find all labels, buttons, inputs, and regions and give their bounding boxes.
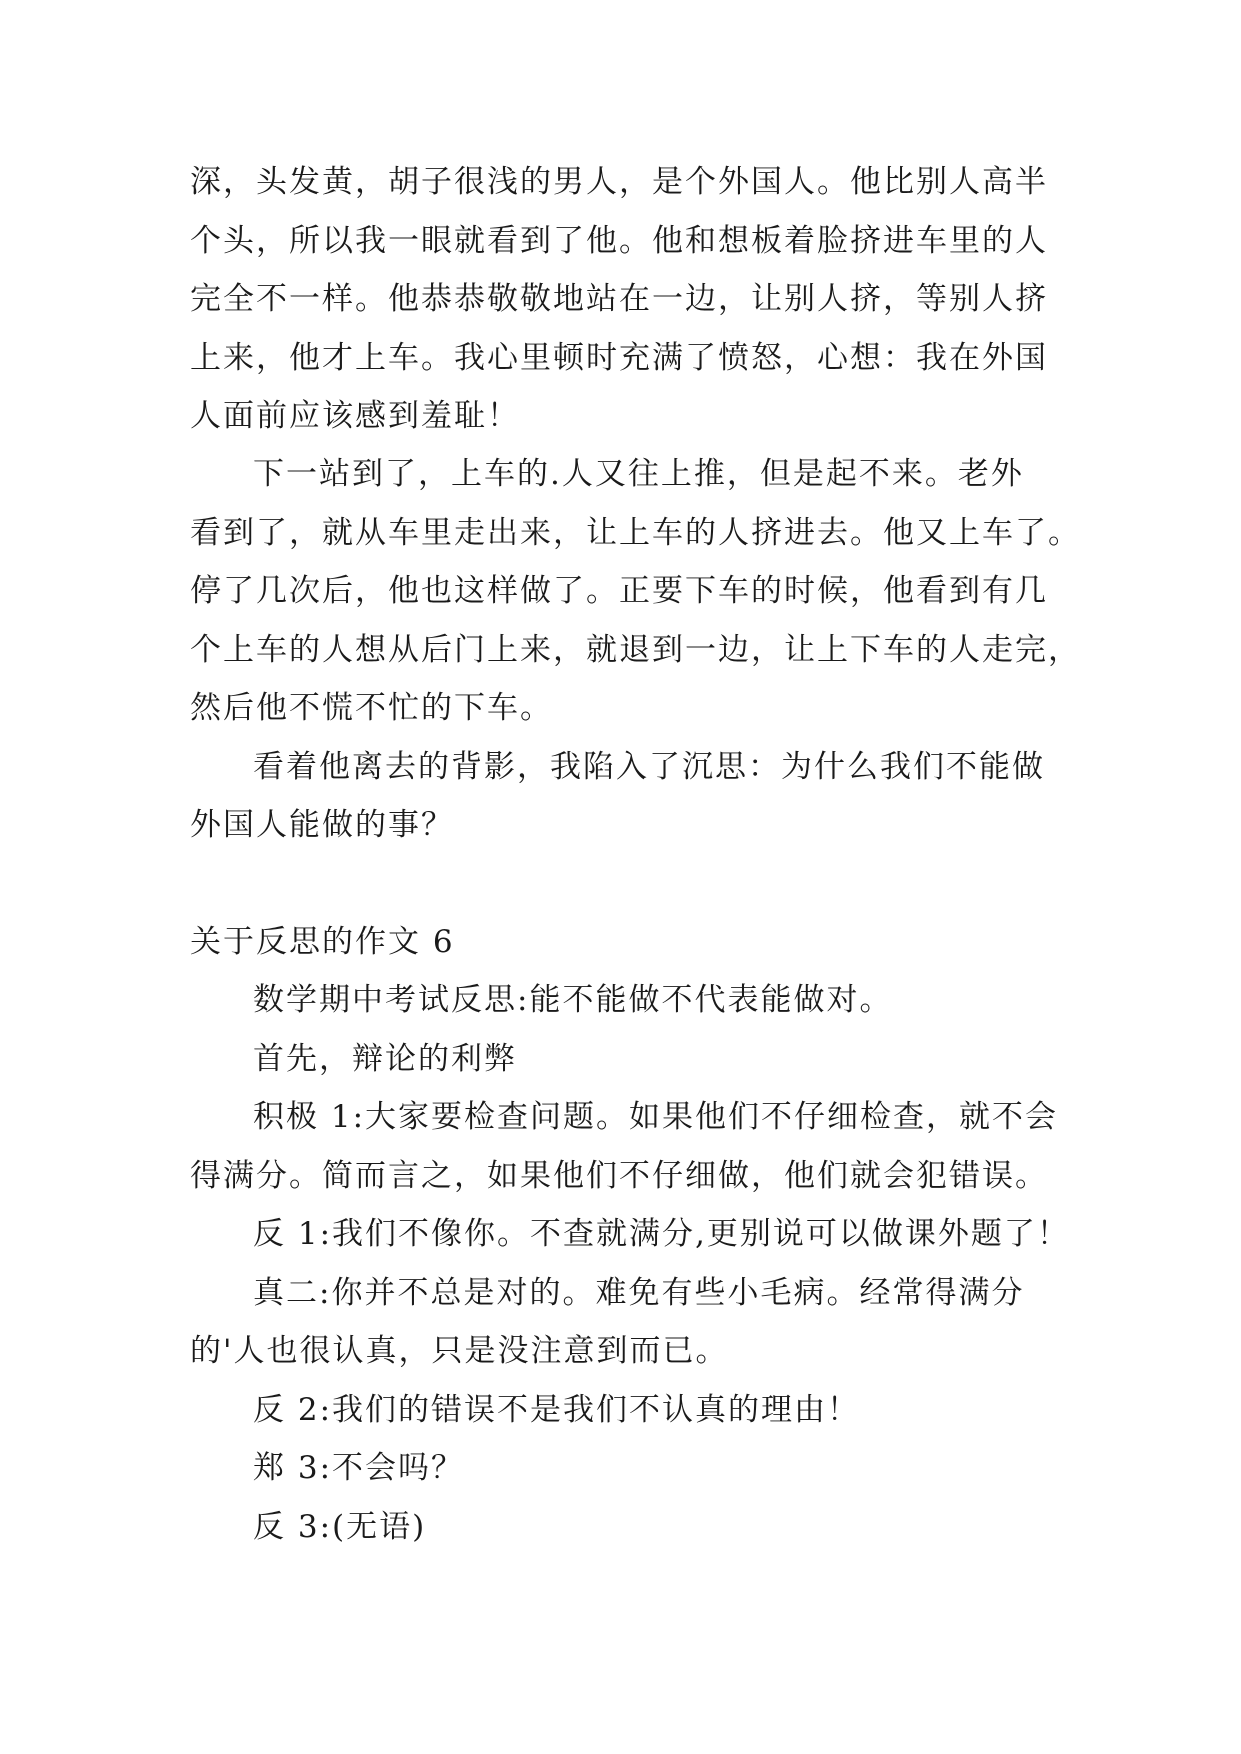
text-line: 下一站到了，上车的.人又往上推，但是起不来。老外 xyxy=(253,456,1024,492)
text-line: 人面前应该感到羞耻！ xyxy=(190,398,520,434)
text-line: 反 3:(无语) xyxy=(253,1509,427,1545)
text-line: 完全不一样。他恭恭敬敬地站在一边，让别人挤，等别人挤 xyxy=(190,281,1048,317)
text-line: 积极 1:大家要检查问题。如果他们不仔细检查，就不会 xyxy=(253,1099,1059,1135)
text-line: 看着他离去的背影，我陷入了沉思：为什么我们不能做 xyxy=(253,749,1045,785)
text-line: 深，头发黄，胡子很浅的男人，是个外国人。他比别人高半 xyxy=(190,164,1048,200)
text-line: 上来，他才上车。我心里顿时充满了愤怒，心想：我在外国 xyxy=(190,340,1048,376)
text-line: 郑 3:不会吗？ xyxy=(253,1450,465,1486)
text-line: 停了几次后，他也这样做了。正要下车的时候，他看到有几 xyxy=(190,573,1048,609)
text-line: 个头，所以我一眼就看到了他。他和想板着脸挤进车里的人 xyxy=(190,223,1048,259)
section-title: 关于反思的作文 6 xyxy=(190,924,455,960)
text-line: 得满分。简而言之，如果他们不仔细做，他们就会犯错误。 xyxy=(190,1158,1048,1194)
essay-intro: 数学期中考试反思:能不能做不代表能做对。 xyxy=(253,982,893,1018)
text-line: 的'人也很认真，只是没注意到而已。 xyxy=(190,1333,729,1369)
text-line: 个上车的人想从后门上来，就退到一边，让上下车的人走完， xyxy=(190,632,1081,668)
text-line: 反 1:我们不像你。不查就满分,更别说可以做课外题了！ xyxy=(253,1216,1070,1252)
essay-first: 首先，辩论的利弊 xyxy=(253,1041,517,1077)
text-line: 然后他不慌不忙的下车。 xyxy=(190,690,553,726)
text-line: 反 2:我们的错误不是我们不认真的理由！ xyxy=(253,1392,861,1428)
text-line: 真二:你并不总是对的。难免有些小毛病。经常得满分 xyxy=(253,1275,1025,1311)
text-line: 外国人能做的事？ xyxy=(190,807,454,843)
text-line: 看到了，就从车里走出来，让上车的人挤进去。他又上车了。 xyxy=(190,515,1081,551)
